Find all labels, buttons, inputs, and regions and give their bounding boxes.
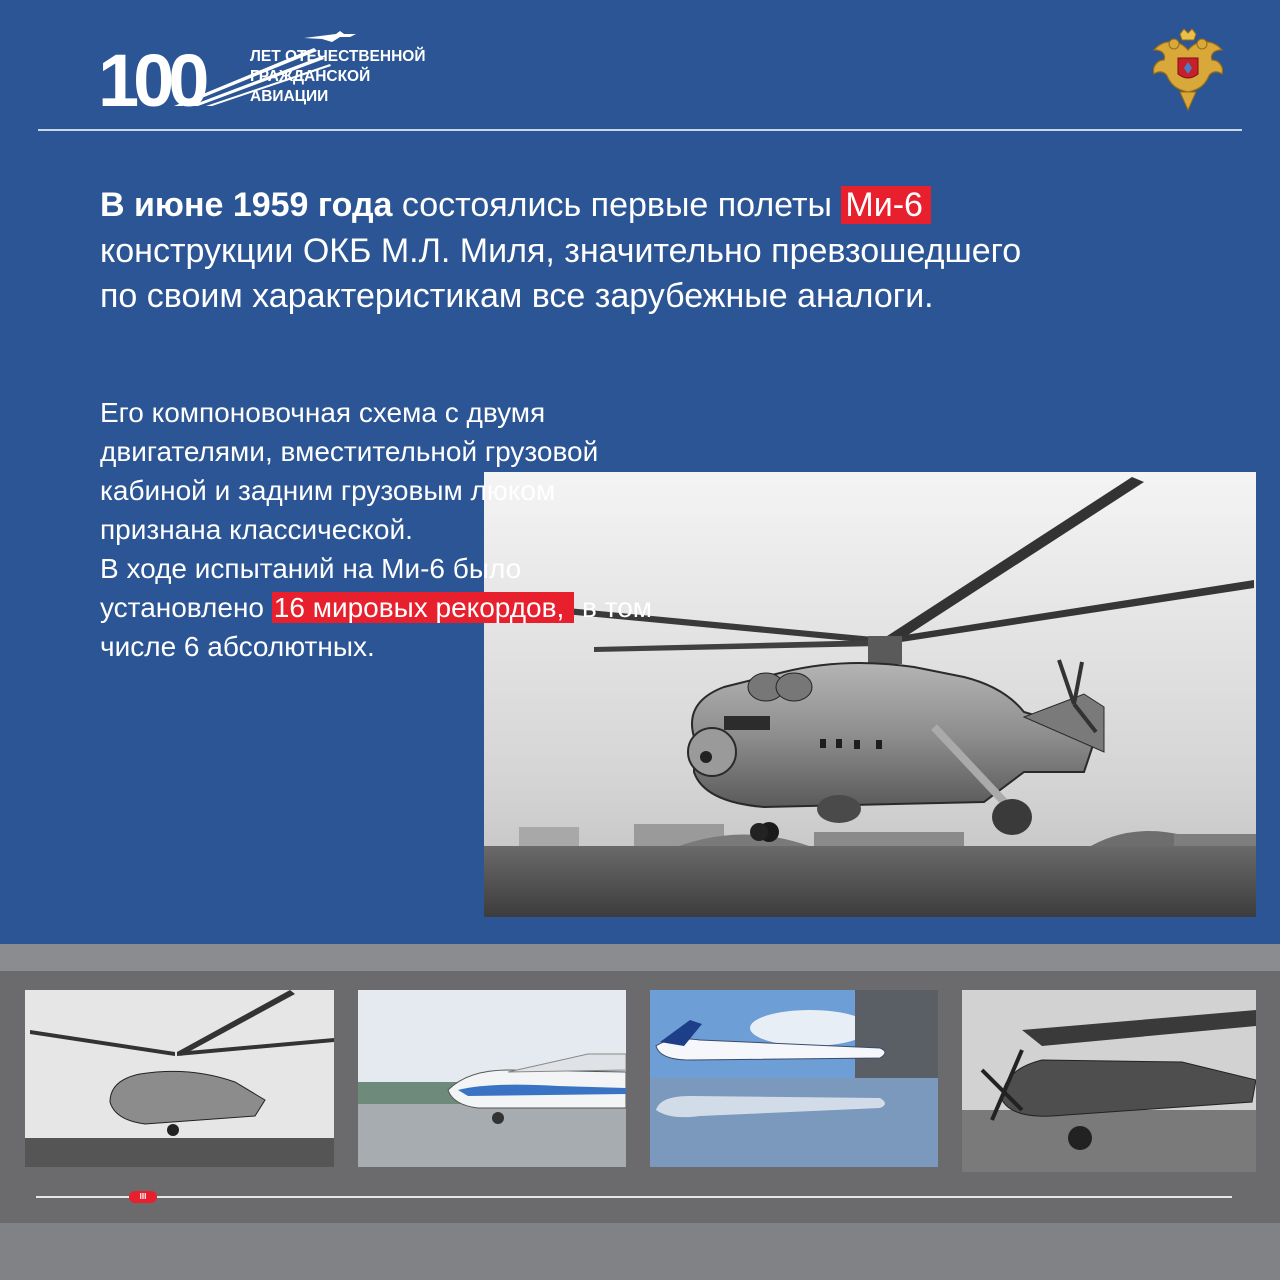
lead-text-2: конструкции ОКБ М.Л. Миля, значительно превзошедшего по своим характеристикам все зарубежные аналоги. <box>100 231 1022 315</box>
lead-text-1: состоялись первые полеты <box>392 186 842 224</box>
body-para-2-text-b: в том числе 6 абсолютных. <box>100 592 653 662</box>
logo-caption-line-2: ГРАЖДАНСКОЙ <box>250 68 371 85</box>
logo-caption <box>250 47 450 107</box>
gallery-thumb-ms21[interactable] <box>650 990 938 1167</box>
gallery-thumb-vintage-plane[interactable] <box>962 990 1256 1172</box>
lead-paragraph <box>100 183 1060 320</box>
logo-caption-line-3: АВИАЦИИ <box>250 88 329 105</box>
body-para-2 <box>100 549 660 666</box>
gallery-thumb-mi6[interactable] <box>25 990 334 1167</box>
lead-highlight-mi6: Ми-6 <box>841 186 931 224</box>
anniversary-logo <box>98 28 438 122</box>
gallery-band-top <box>0 944 1280 971</box>
gallery-scroll-thumb[interactable]: III <box>129 1191 157 1203</box>
gallery-thumb-an124[interactable] <box>358 990 626 1167</box>
double-headed-eagle-emblem-icon <box>1148 28 1228 112</box>
body-para-1: Его компоновочная схема с двумя двигателями, вместительной грузовой кабиной и задним грузовым люком признана классической. <box>100 397 599 545</box>
gallery-scroll-track[interactable] <box>36 1196 1232 1198</box>
lead-date: В июне 1959 года <box>100 186 393 224</box>
logo-caption-line-1: ЛЕТ ОТЕЧЕСТВЕННОЙ <box>250 48 426 65</box>
records-highlight: 16 мировых рекордов, <box>272 592 575 623</box>
body-para-2-text-a: В ходе испытаний на Ми-6 было установлено <box>100 553 522 623</box>
header-divider <box>38 129 1242 131</box>
logo-number: 100 <box>98 39 204 122</box>
body-paragraph <box>100 393 660 666</box>
